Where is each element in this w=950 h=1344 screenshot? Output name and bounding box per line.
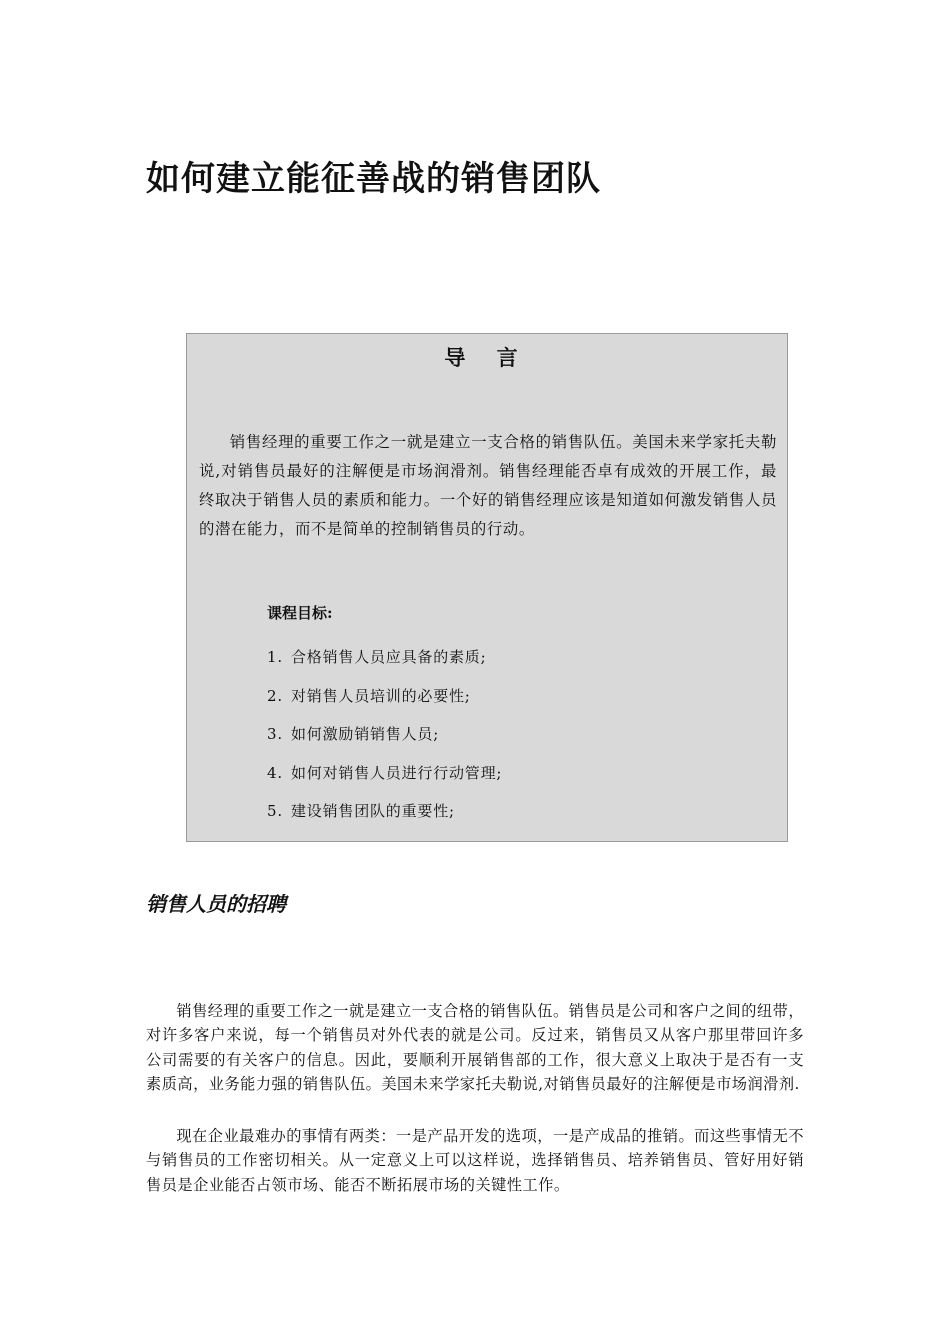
objective-text: 建设销售团队的重要性;: [291, 802, 455, 820]
intro-paragraph: 销售经理的重要工作之一就是建立一支合格的销售队伍。美国未来学家托夫勒说,对销售员最好的注解便是市场润滑剂。销售经理能否卓有成效的开展工作，最终取决于销售人员的素质和能力。一个好的销售经理应该是知道如何激发销售人员的潜在能力，而不是简单的控制销售员的行动。: [199, 433, 777, 538]
objective-text: 如何激励销销售人员;: [291, 725, 440, 743]
objective-number: 4.: [267, 763, 283, 782]
objective-number: 1.: [267, 648, 283, 666]
body-paragraph: 现在企业最难办的事情有两类：一是产品开发的选项，一是产成品的推销。而这些事情无不与销售员的工作密切相关。从一定意义上可以这样说，选择销售员、培养销售员、管好用好销售员是企业能否占领市场、能否不断拓展市场的关键性工作。: [146, 1127, 804, 1194]
body-paragraph: 销售经理的重要工作之一就是建立一支合格的销售队伍。销售员是公司和客户之间的纽带，对许多客户来说，每一个销售员对外代表的就是公司。反过来，销售员又从客户那里带回许多公司需要的有关客户的信息。因此，要顺利开展销售部的工作，很大意义上取决于是否有一支素质高，业务能力强的销售队伍。美国未来学家托夫勒说,对销售员最好的注解便是市场润滑剂.: [146, 1002, 804, 1094]
objectives-title: 课程目标:: [267, 604, 333, 622]
objectives-list: [267, 638, 502, 831]
objective-text: 如何对销售人员进行行动管理;: [291, 763, 503, 782]
list-item: [267, 754, 502, 793]
section-heading: 销售人员的招聘: [146, 892, 286, 916]
objective-number: 5.: [267, 802, 283, 820]
objective-text: 对销售人员培训的必要性;: [291, 686, 471, 705]
objective-number: 3.: [267, 725, 283, 743]
list-item: [267, 715, 502, 754]
list-item: [267, 638, 502, 677]
objective-text: 合格销售人员应具备的素质;: [291, 648, 487, 666]
intro-heading: 导 言: [444, 345, 530, 370]
list-item: [267, 677, 502, 716]
page-title: 如何建立能征善战的销售团队: [146, 159, 601, 199]
intro-box: [186, 333, 788, 842]
list-item: [267, 792, 502, 831]
objective-number: 2.: [267, 686, 283, 705]
